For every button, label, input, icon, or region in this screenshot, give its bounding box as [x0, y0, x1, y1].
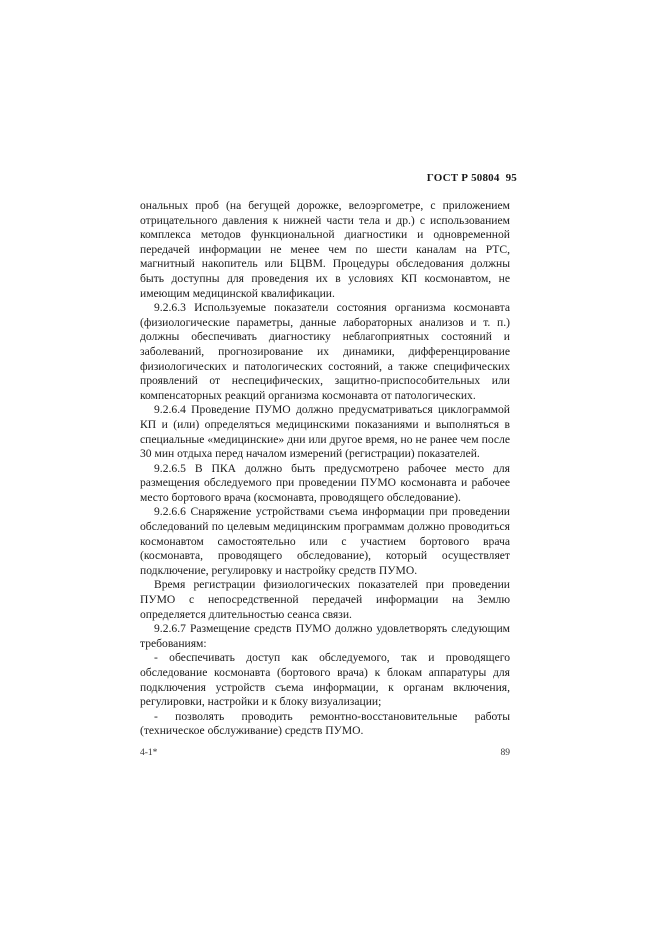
paragraph-9-2-6-7: 9.2.6.7 Размещение средств ПУМО должно удовлетворять следующим требованиям:: [140, 622, 510, 650]
page-number: 95: [505, 172, 517, 184]
page-header: [427, 172, 517, 184]
list-item-access: - обеспечивать доступ как обследуемого, так и проводящего обследование космонавта (бортового врача) к блокам аппаратуры для подключения устройств съема информации, к органам включения, регулировки, настройки и к блоку визуализации;: [140, 651, 510, 709]
paragraph-9-2-6-4: 9.2.6.4 Проведение ПУМО должно предусматриваться циклограммой КП и (или) определяться медицинскими показаниями и выполняться в специальные «медицинские» дни или другое время, но не ранее чем после 30 мин отдыха перед началом измерений (регистрации) показателей.: [140, 403, 510, 461]
footer-page-number: 89: [500, 748, 510, 758]
paragraph-continuation: ональных проб (на бегущей дорожке, велоэргометре, с приложением отрицательного давления к нижней части тела и др.) с использованием комплекса методов функциональной диагностики и одновременной передачей информации не менее чем по шести каналам на РТС, магнитный накопитель или БЦВМ. Процедуры обследования должны быть доступны для проведения их в условиях КП космонавтом, не имеющим медицинской квалификации.: [140, 199, 510, 300]
standard-designation: ГОСТ Р 50804: [426, 172, 500, 184]
paragraph-9-2-6-5: 9.2.6.5 В ПКА должно быть предусмотрено рабочее место для размещения обследуемого при проведении ПУМО космонавта и рабочее место бортового врача (космонавта, проводящего обследование).: [140, 461, 510, 504]
paragraph-registration-time: Время регистрации физиологических показателей при проведении ПУМО с непосредственной передачей информации на Землю определяется длительностью сеанса связи.: [140, 578, 510, 621]
paragraph-9-2-6-6: 9.2.6.6 Снаряжение устройствами съема информации при проведении обследований по целевым медицинским программам должно проводиться космонавтом самостоятельно или с участием бортового врача (космонавта, проводящего обследование), который осуществляет подключение, регулировку и настройку средств ПУМО.: [140, 505, 510, 577]
paragraph-9-2-6-3: 9.2.6.3 Используемые показатели состояния организма космонавта (физиологические параметры, данные лабораторных анализов и т. п.) должны обеспечивать диагностику неблагоприятных состояний и заболеваний, прогнозирование их динамики, дифференцирование физиологических и патологических состояний, а также специфических проявлений от неспецифических, защитно-приспособительных или компенсаторных реакций организма космонавта от патологических.: [140, 301, 510, 402]
document-body: [140, 199, 510, 739]
signature-mark: 4-1*: [140, 748, 158, 758]
list-item-maintenance: - позволять проводить ремонтно-восстановительные работы (техническое обслуживание) средств ПУМО.: [140, 709, 510, 738]
